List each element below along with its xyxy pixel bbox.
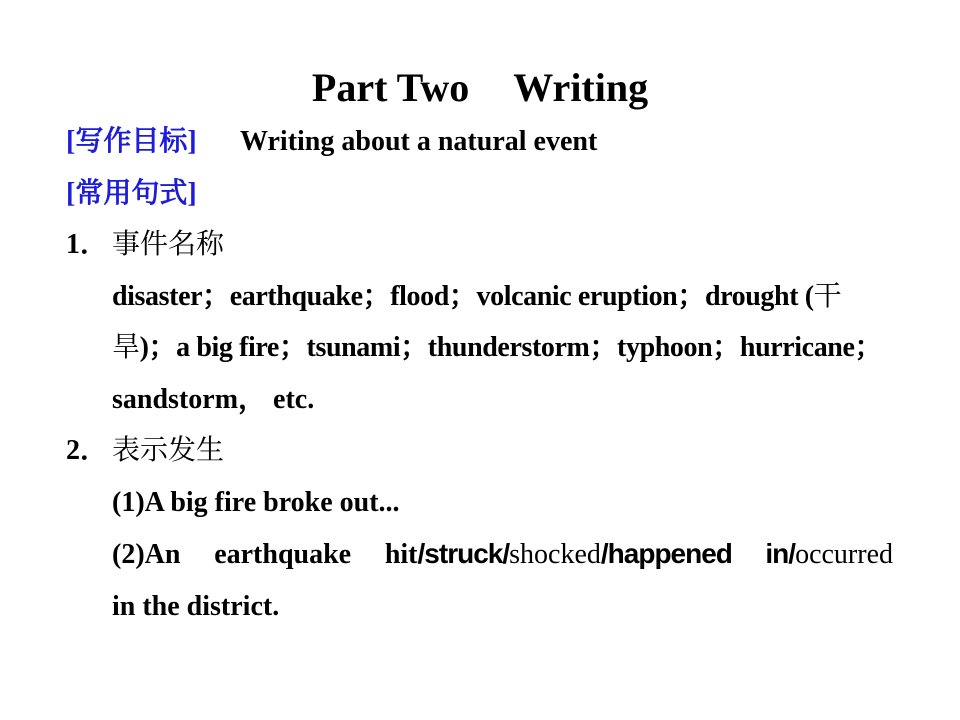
item-2-heading-row	[66, 425, 900, 477]
example-2-start: (2)An	[112, 539, 181, 570]
event-list-line-2-cjk: 旱	[112, 332, 140, 363]
example-2-verb-hit: hit	[384, 539, 418, 570]
title-part: Part Two	[311, 65, 470, 110]
writing-goal-row	[66, 116, 900, 168]
example-1: (1)A big fire broke out...	[112, 486, 400, 518]
example-2-verb-struck: /struck/	[417, 538, 510, 569]
example-2-line-2: in the district.	[112, 590, 280, 622]
example-2-verb-happened-in: /happened in/	[600, 538, 796, 569]
event-list-line-2	[66, 322, 900, 374]
event-list-line-2-text: )；a big fire；tsunami；thunderstorm；typhoon；hurricane；	[139, 332, 883, 363]
item-2-number: 2．	[66, 435, 109, 466]
sentence-patterns-label: [常用句式]	[66, 177, 197, 209]
slide-title	[0, 63, 960, 113]
item-1-number: 1．	[66, 229, 109, 260]
example-2-verb-shocked: shocked	[509, 539, 601, 570]
example-2-verb-occurred: occurred	[795, 539, 894, 570]
writing-goal-label: [写作目标]	[66, 126, 197, 157]
example-2-line-1	[112, 528, 893, 581]
item-1-heading: 事件名称	[112, 229, 225, 260]
event-list-line-3: sandstorm， etc.	[112, 383, 315, 415]
event-list-line-1-cjk: 干	[813, 280, 842, 312]
event-list-line-1	[66, 271, 900, 323]
item-1-heading-row	[66, 219, 900, 271]
slide-content	[66, 116, 900, 632]
event-list-line-1-text: disaster；earthquake；flood；volcanic eruption；drought (	[112, 280, 814, 312]
title-section: Writing	[513, 65, 649, 110]
writing-goal-text: Writing about a natural event	[240, 126, 598, 157]
item-2-heading: 表示发生	[112, 435, 225, 466]
example-2-subject: earthquake	[214, 539, 352, 570]
